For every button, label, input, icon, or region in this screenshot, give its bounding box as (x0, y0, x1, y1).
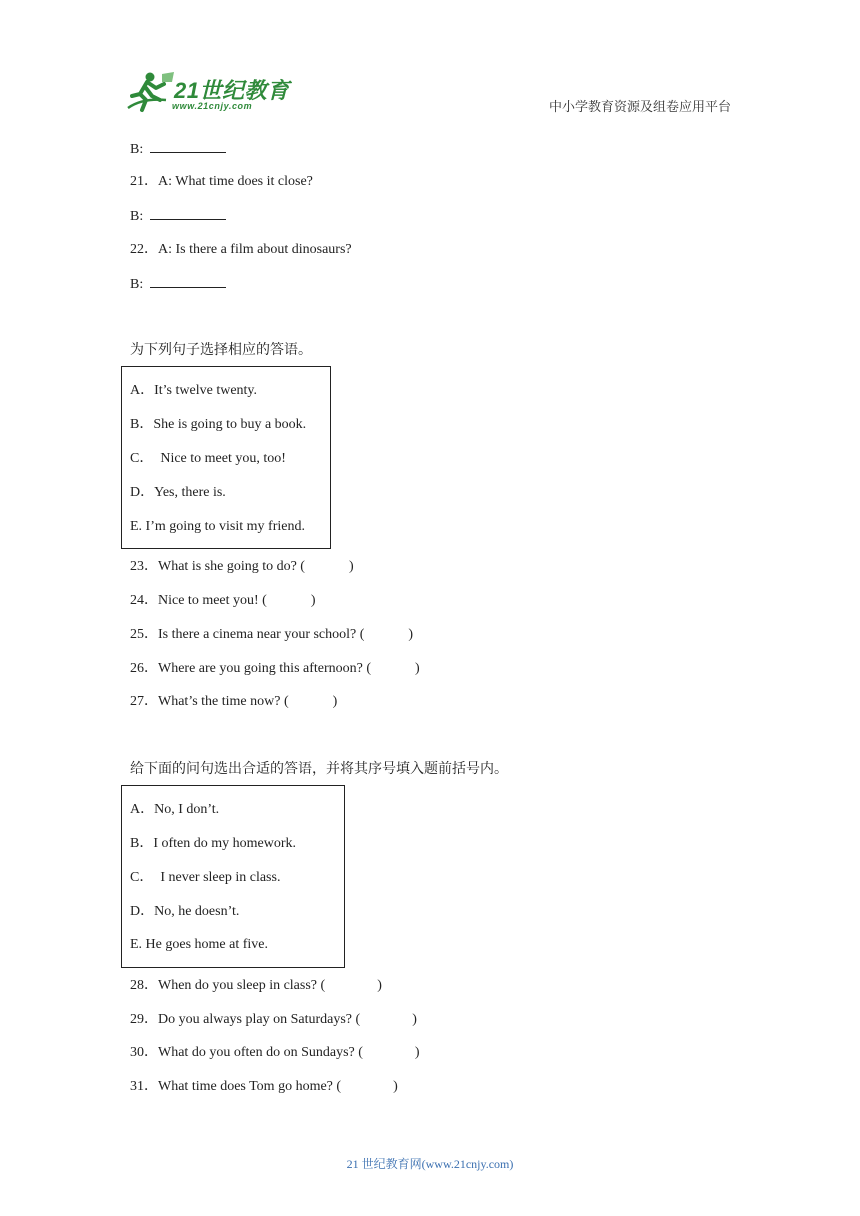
section-instruction: 为下列句子选择相应的答语。 (130, 342, 312, 358)
question-28: 28．When do you sleep in class? ( ) (130, 978, 382, 993)
option-item: B．I often do my homework. (130, 836, 297, 851)
option-item: E. He goes home at five. (130, 937, 269, 952)
runner-icon (122, 70, 176, 116)
question-30: 30．What do you often do on Sundays? ( ) (130, 1045, 420, 1060)
question-number: 21． (130, 174, 158, 189)
option-item: B．She is going to buy a book. (130, 417, 307, 432)
option-item: C． Nice to meet you, too! (130, 451, 286, 466)
answer-blank[interactable] (150, 207, 226, 220)
question-31: 31．What time does Tom go home? ( ) (130, 1079, 398, 1094)
logo (122, 70, 292, 116)
question-24: 24．Nice to meet you! ( ) (130, 593, 316, 608)
question-text: A: Is there a film about dinosaurs? (158, 242, 352, 257)
question-21 (130, 173, 313, 191)
option-item: E. I’m going to visit my friend. (130, 519, 305, 534)
option-item: A．It’s twelve twenty. (130, 383, 258, 398)
question-29: 29．Do you always play on Saturdays? ( ) (130, 1012, 417, 1027)
answer-blank[interactable] (150, 275, 226, 288)
question-27: 27．What’s the time now? ( ) (130, 694, 338, 709)
question-25: 25．Is there a cinema near your school? ( ) (130, 627, 414, 642)
page-header (0, 0, 860, 130)
question-22 (130, 241, 352, 259)
option-item: D．No, he doesn’t. (130, 904, 240, 919)
question-number: 22． (130, 242, 158, 257)
option-item: A．No, I don’t. (130, 802, 220, 817)
logo-text: 21世纪教育 (174, 78, 290, 103)
answer-line-b: B: (130, 275, 226, 294)
question-26: 26．Where are you going this afternoon? ( ) (130, 661, 420, 676)
answer-line-b: B: (130, 140, 226, 159)
question-text: A: What time does it close? (158, 174, 313, 189)
section-instruction: 给下面的问句选出合适的答语，并将其序号填入题前括号内。 (130, 761, 508, 777)
page-footer: 21 世纪教育网(www.21cnjy.com) (346, 1157, 514, 1171)
logo-url: www.21cnjy.com (172, 101, 253, 111)
platform-name: 中小学教育资源及组卷应用平台 (549, 100, 732, 115)
option-item: C． I never sleep in class. (130, 870, 281, 885)
answer-line-b: B: (130, 207, 226, 226)
option-item: D．Yes, there is. (130, 485, 226, 500)
question-23: 23．What is she going to do? ( ) (130, 559, 354, 574)
answer-blank[interactable] (150, 140, 226, 153)
